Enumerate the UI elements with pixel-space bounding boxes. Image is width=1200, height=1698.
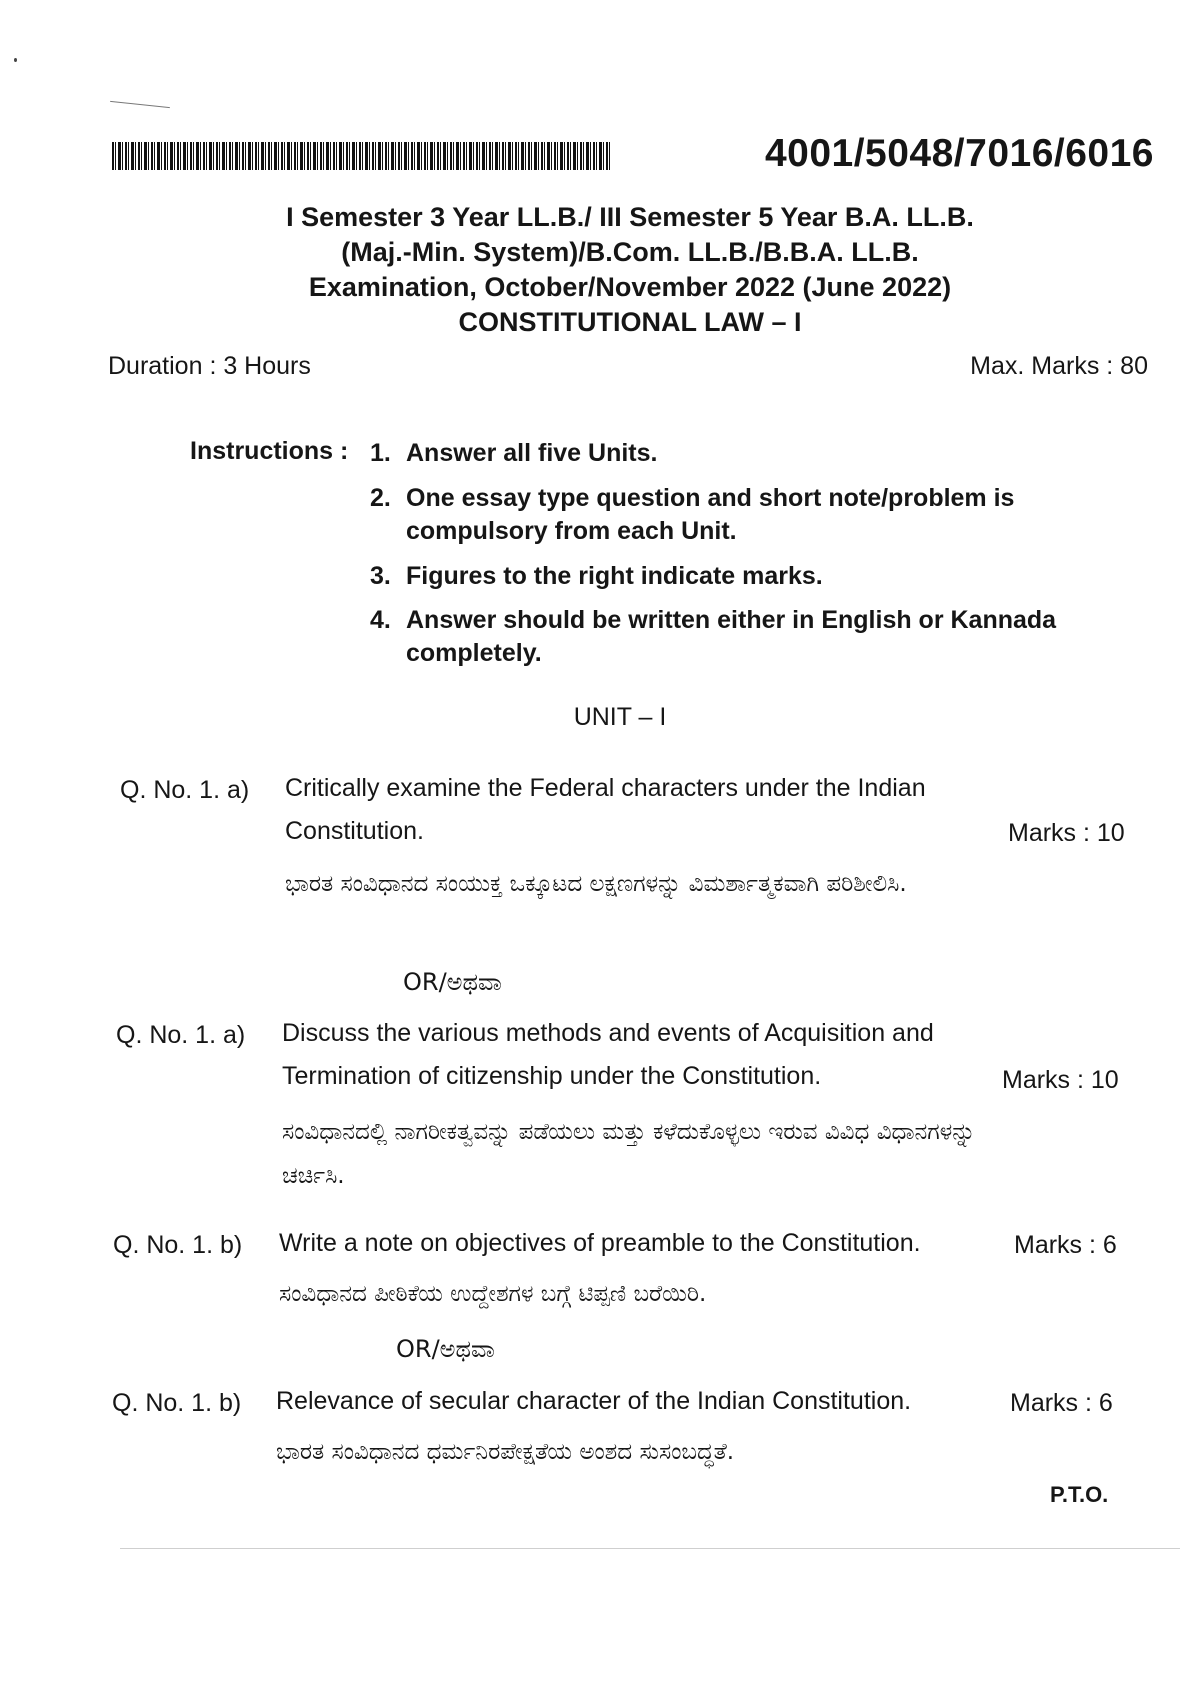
instruction-text: One essay type question and short note/problem is compulsory from each Unit. [406, 484, 1015, 545]
question-text-kannada: ಭಾರತ ಸಂವಿಧಾನದ ಧರ್ಮನಿರಪೇಕ್ಷತೆಯ ಅಂಶದ ಸುಸಂಬದ್ಧತೆ. [276, 1439, 735, 1465]
question-text-english: Relevance of secular character of the Indian Constitution. [276, 1387, 912, 1415]
question-text-kannada: ಭಾರತ ಸಂವಿಧಾನದ ಸಂಯುಕ್ತ ಒಕ್ಕೂಟದ ಲಕ್ಷಣಗಳನ್ನು ವಿಮರ್ಶಾತ್ಮಕವಾಗಿ ಪರಿಶೀಲಿಸಿ. [285, 871, 907, 897]
question-label: Q. No. 1. a) [116, 1021, 246, 1049]
instruction-text: Figures to the right indicate marks. [406, 562, 823, 590]
instruction-text: Answer all five Units. [406, 439, 658, 467]
instruction-item [370, 437, 1110, 470]
question-label: Q. No. 1. b) [113, 1231, 243, 1259]
instruction-number: 2. [370, 484, 391, 512]
instruction-item [370, 560, 1110, 593]
barcode [112, 142, 612, 170]
question-text-kannada: ಸಂವಿಧಾನದಲ್ಲಿ ನಾಗರೀಕತ್ವವನ್ನು ಪಡೆಯಲು ಮತ್ತು ಕಳೆದುಕೊಳ್ಳಲು ಇರುವ ವಿವಿಧ ವಿಧಾನಗಳನ್ನು ಚರ್ಚಿಸಿ. [282, 1119, 976, 1189]
header-line-2: (Maj.-Min. System)/B.Com. LL.B./B.B.A. LL.B. [341, 237, 919, 267]
instruction-number: 4. [370, 606, 391, 634]
question-label: Q. No. 1. b) [112, 1389, 242, 1417]
question-marks: Marks : 10 [1008, 819, 1125, 847]
unit-title: UNIT – I [573, 703, 667, 731]
question-text-kannada: ಸಂವಿಧಾನದ ಪೀಠಿಕೆಯ ಉದ್ದೇಶಗಳ ಬಗ್ಗೆ ಟಿಪ್ಪಣಿ ಬರೆಯಿರಿ. [279, 1281, 707, 1307]
question-marks: Marks : 6 [1010, 1389, 1113, 1417]
header-line-3: Examination, October/November 2022 (June 2022) [308, 272, 952, 302]
instruction-item [370, 482, 1110, 548]
instruction-number: 1. [370, 439, 391, 467]
question-text-english: Discuss the various methods and events of Acquisition and Termination of citizenship under the Constitution. [282, 1019, 934, 1090]
question-text-english: Write a note on objectives of preamble to the Constitution. [279, 1229, 921, 1257]
paper-code: 4001/5048/7016/6016 [764, 132, 1154, 175]
question-text-english: Critically examine the Federal characters under the Indian Constitution. [285, 774, 926, 845]
scan-speck [14, 58, 17, 62]
scan-edge-line [110, 101, 170, 108]
please-turn-over: P.T.O. [1050, 1482, 1109, 1507]
or-separator: OR/ಅಥವಾ [396, 1335, 495, 1363]
instruction-number: 3. [370, 562, 391, 590]
instruction-item [370, 604, 1110, 670]
instructions-label: Instructions : [190, 437, 349, 465]
question-label: Q. No. 1. a) [120, 776, 250, 804]
duration: Duration : 3 Hours [108, 352, 311, 380]
question-marks: Marks : 6 [1014, 1231, 1117, 1259]
paper-title: CONSTITUTIONAL LAW – I [458, 307, 802, 337]
or-separator: OR/ಅಥವಾ [403, 968, 502, 996]
question-marks: Marks : 10 [1002, 1066, 1119, 1094]
scan-edge-line [120, 1548, 1180, 1549]
max-marks: Max. Marks : 80 [970, 352, 1148, 380]
header-line-1: I Semester 3 Year LL.B./ III Semester 5 Year B.A. LL.B. [286, 202, 974, 232]
instruction-text: Answer should be written either in English or Kannada completely. [406, 606, 1057, 667]
